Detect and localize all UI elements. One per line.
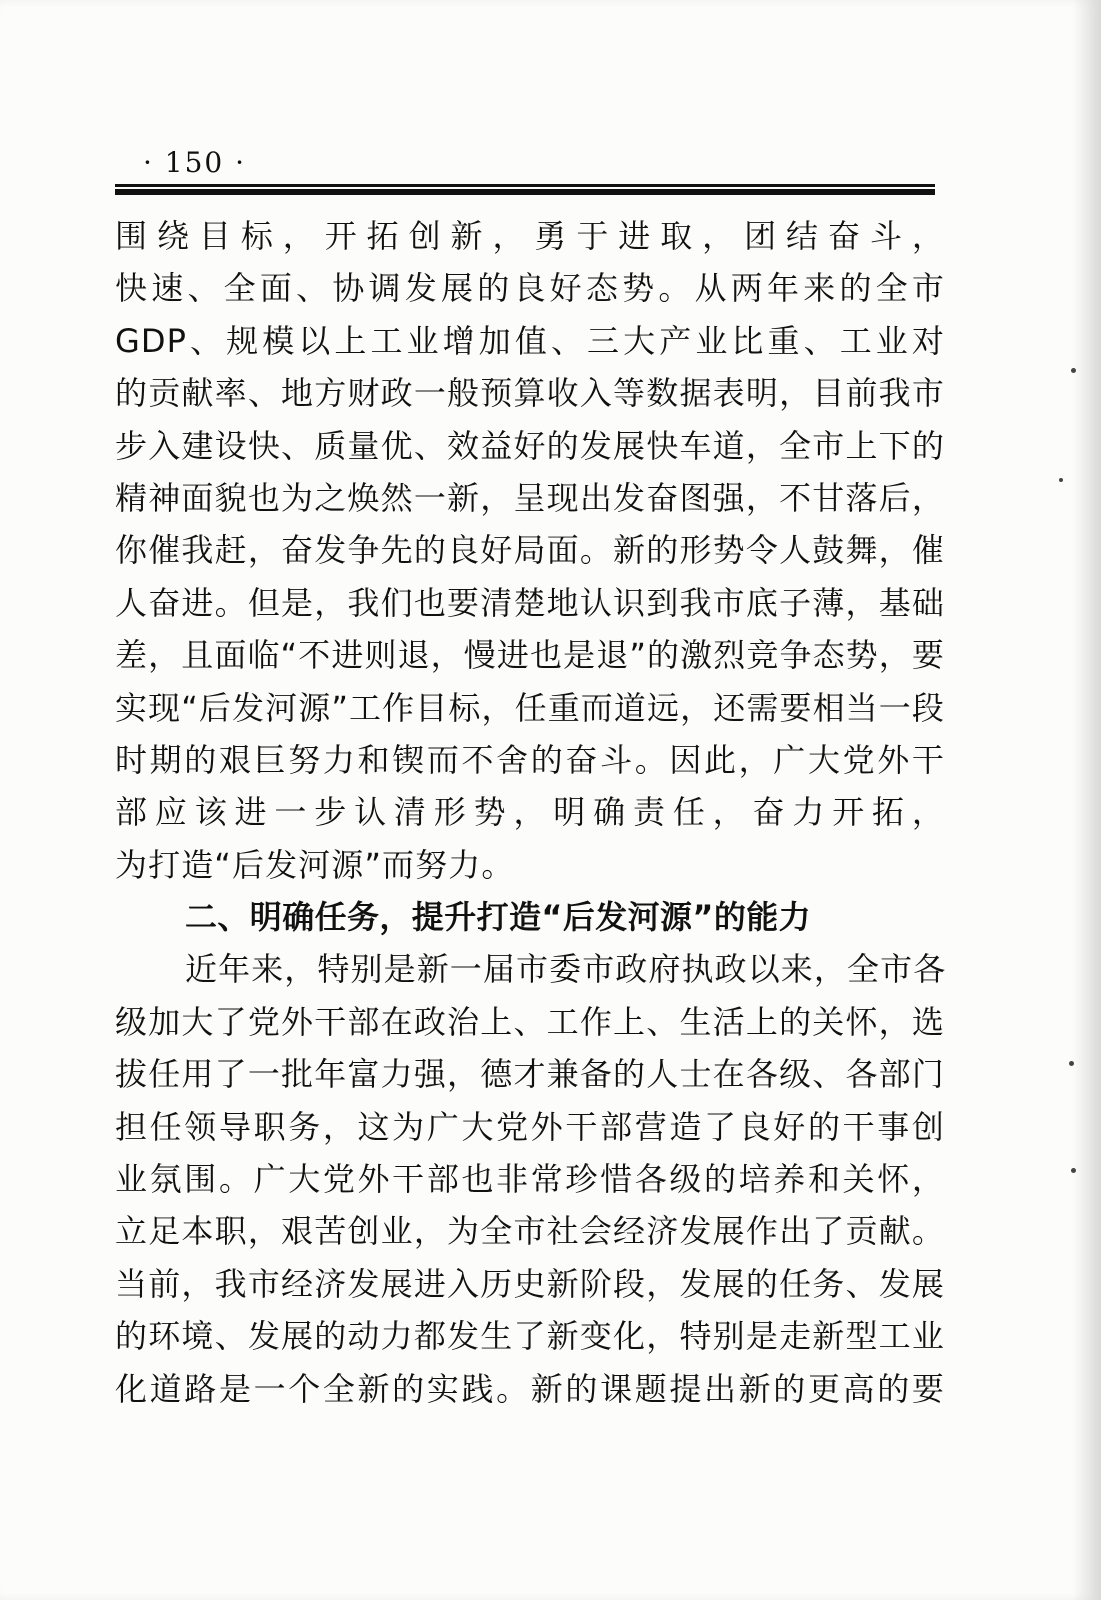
text-line: 级加大了党外干部在政治上、工作上、生活上的关怀，选 bbox=[115, 1002, 945, 1041]
section-heading: 二、明确任务，提升打造“后发河源”的能力 bbox=[185, 898, 812, 937]
text-line: 快速、全面、协调发展的良好态势。从两年来的全市 bbox=[115, 269, 945, 308]
text-line: 步入建设快、质量优、效益好的发展快车道，全市上下的 bbox=[115, 426, 945, 465]
text-line: 实现“后发河源”工作目标，任重而道远，还需要相当一段 bbox=[115, 688, 945, 727]
text-line: 的贡献率、地方财政一般预算收入等数据表明，目前我市 bbox=[115, 374, 945, 413]
text-line: 的环境、发展的动力都发生了新变化，特别是走新型工业 bbox=[115, 1317, 945, 1356]
text-line: 差，且面临“不进则退，慢进也是退”的激烈竞争态势，要 bbox=[115, 636, 945, 675]
page-header bbox=[115, 140, 935, 196]
text-line: 精神面貌也为之焕然一新，呈现出发奋图强，不甘落后， bbox=[115, 478, 945, 517]
scan-shadow-edge bbox=[1073, 0, 1101, 1600]
text-line: 业氛围。广大党外干部也非常珍惜各级的培养和关怀， bbox=[115, 1160, 945, 1199]
text-line: 当前，我市经济发展进入历史新阶段，发展的任务、发展 bbox=[115, 1264, 945, 1303]
header-rule-thick bbox=[115, 189, 935, 195]
scan-speck bbox=[1069, 1061, 1074, 1066]
text-line: 时期的艰巨努力和锲而不舍的奋斗。因此，广大党外干 bbox=[115, 740, 945, 779]
page-number: · 150 · bbox=[143, 146, 247, 179]
scan-speck bbox=[1071, 1168, 1076, 1173]
scan-speck bbox=[1071, 368, 1076, 373]
text-line: 人奋进。但是，我们也要清楚地认识到我市底子薄，基础 bbox=[115, 583, 945, 622]
text-line: 化道路是一个全新的实践。新的课题提出新的更高的要 bbox=[115, 1369, 945, 1408]
page-body bbox=[115, 210, 945, 1415]
text-line: 担任领导职务，这为广大党外干部营造了良好的干事创 bbox=[115, 1107, 945, 1146]
header-rule-thin bbox=[115, 184, 935, 187]
text-line: GDP、规模以上工业增加值、三大产业比重、工业对 bbox=[115, 321, 945, 360]
text-line: 立足本职，艰苦创业，为全市社会经济发展作出了贡献。 bbox=[115, 1212, 945, 1251]
text-line: 部应该进一步认清形势，明确责任，奋力开拓， bbox=[115, 793, 945, 832]
text-line: 拔任用了一批年富力强，德才兼备的人士在各级、各部门 bbox=[115, 1055, 945, 1094]
text-line: 近年来，特别是新一届市委市政府执政以来，全市各 bbox=[185, 950, 947, 989]
text-line: 为打造“后发河源”而努力。 bbox=[115, 845, 515, 884]
scan-speck bbox=[1059, 478, 1063, 482]
text-line: 你催我赶，奋发争先的良好局面。新的形势令人鼓舞，催 bbox=[115, 531, 945, 570]
text-line: 围绕目标，开拓创新，勇于进取，团结奋斗， bbox=[115, 217, 945, 255]
